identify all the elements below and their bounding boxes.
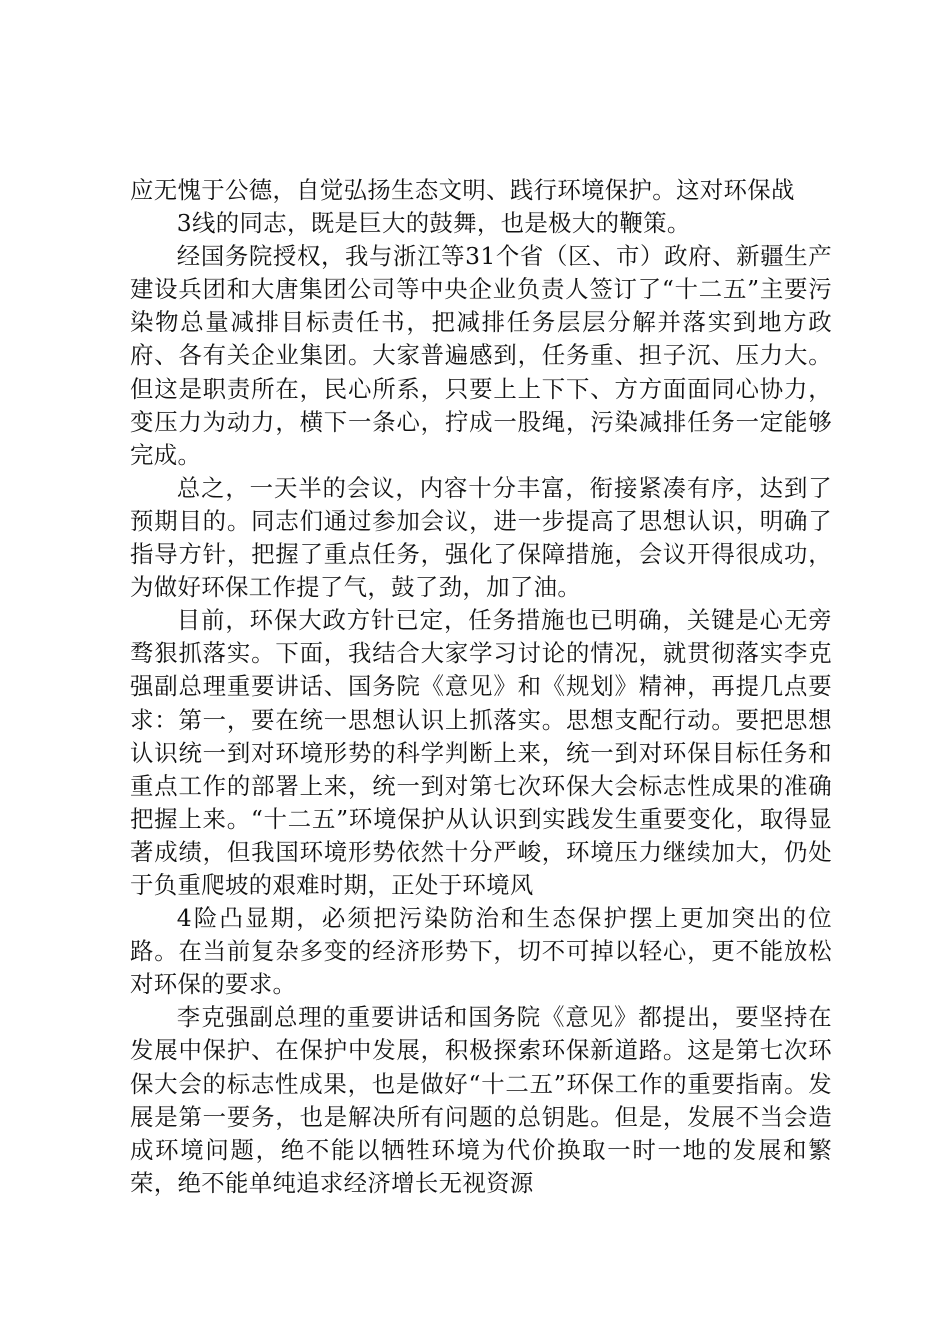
- paragraph-2: 3线的同志，既是巨大的鼓舞，也是极大的鞭策。: [176, 209, 691, 238]
- paragraph-1: 应无愧于公德，自觉弘扬生态文明、践行环境保护。这对环保战: [130, 176, 795, 204]
- paragraph-4: 总之，一天半的会议，内容十分丰富，衔接紧凑有序，达到了预期目的。同志们通过参加会议，进一步提高了思想认识，明确了指导方针，把握了重点任务，强化了保障措施，会议开得很成功，为做好环保工作提了气，鼓了劲，加了油。: [130, 473, 832, 602]
- paragraph-6: 4险凸显期，必须把污染防治和生态保护摆上更加突出的位路。在当前复杂多变的经济形势下，切不可掉以轻心，更不能放松对环保的要求。: [130, 904, 832, 999]
- paragraph-3: 经国务院授权，我与浙江等31个省（区、市）政府、新疆生产建设兵团和大唐集团公司等中央企业负责人签订了“十二五”主要污染物总量减排目标责任书，把减排任务层层分解并落实到地方政府、各有关企业集团。大家普遍感到，任务重、担子沉、压力大。但这是职责所在，民心所系，只要上上下下、方方面面同心协力，变压力为动力，横下一条心，拧成一股绳，污染减排任务一定能够完成。: [130, 242, 832, 469]
- paragraph-5: 目前，环保大政方针已定，任务措施也已明确，关键是心无旁骛狠抓落实。下面，我结合大家学习讨论的情况，就贯彻落实李克强副总理重要讲话、国务院《意见》和《规划》精神，再提几点要求：第一，要在统一思想认识上抓落实。思想支配行动。要把思想认识统一到对环境形势的科学判断上来，统一到对环保目标任务和重点工作的部署上来，统一到对第七次环保大会标志性成果的准确把握上来。“十二五”环境保护从认识到实践发生重要变化，取得显著成绩，但我国环境形势依然十分严峻，环境压力继续加大，仍处于负重爬坡的艰难时期，正处于环境风: [130, 606, 832, 899]
- document-page: [130, 174, 832, 1200]
- paragraph-7: 李克强副总理的重要讲话和国务院《意见》都提出，要坚持在发展中保护、在保护中发展，积极探索环保新道路。这是第七次环保大会的标志性成果，也是做好“十二五”环保工作的重要指南。发展是第一要务，也是解决所有问题的总钥匙。但是，发展不当会造成环境问题，绝不能以牺牲环境为代价换取一时一地的发展和繁荣，绝不能单纯追求经济增长无视资源: [130, 1003, 832, 1197]
